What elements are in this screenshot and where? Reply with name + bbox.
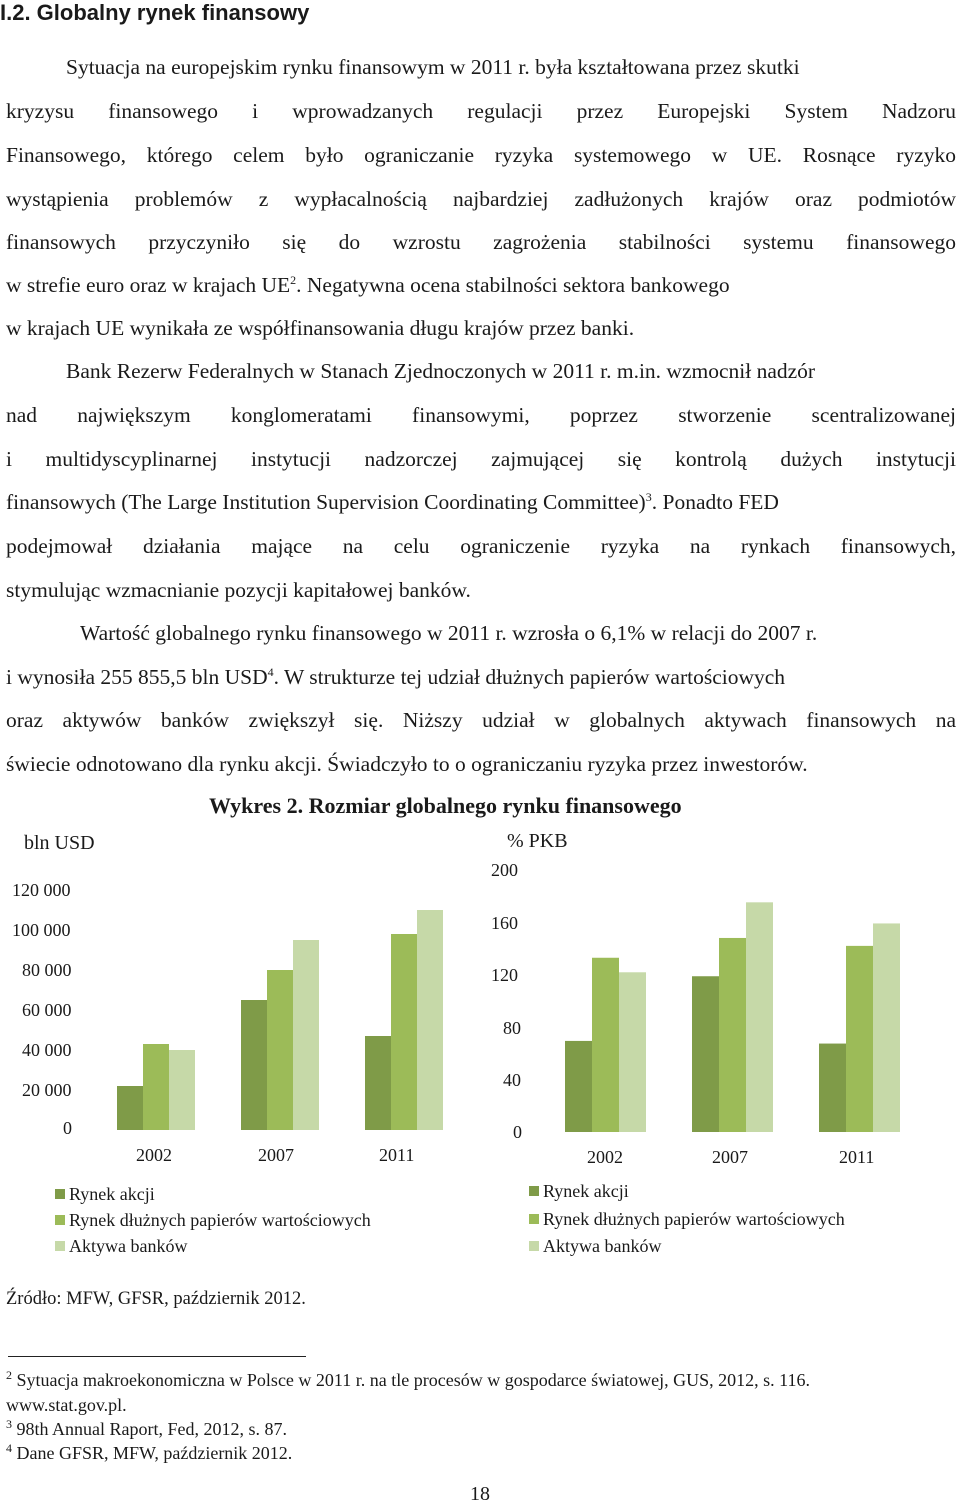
text-line: finansowych przyczyniło się do wzrostu zagrożenia stabilności systemu finansowego: [6, 230, 956, 254]
y-axis-label: bln USD: [24, 832, 95, 854]
text-line: kryzysu finansowego i wprowadzanych regulacji przez Europejski System Nadzoru: [6, 99, 956, 123]
text-line: świecie odnotowano dla rynku akcji. Świadczyło to o ograniczaniu ryzyka przez inwestorów.: [6, 752, 808, 776]
y-tick-label: 100 000: [12, 920, 71, 940]
footnote-ref[interactable]: 3: [645, 489, 652, 504]
y-tick-label: 120 000: [12, 880, 71, 900]
x-tick-label: 2011: [839, 1147, 875, 1167]
bar: [143, 1044, 169, 1130]
footnote-text: Sytuacja makroekonomiczna w Polsce w 2011 r. na tle procesów w gospodarce światowej, GUS, 2012, s. 116.: [16, 1370, 811, 1390]
bar: [846, 946, 873, 1132]
legend-label: Rynek akcji: [543, 1181, 629, 1201]
footnote-ref[interactable]: 2: [290, 272, 297, 287]
text-line: Finansowego, którego celem było ograniczanie ryzyka systemowego w UE. Rosnące ryzyko: [6, 143, 956, 167]
x-tick-label: 2007: [258, 1145, 294, 1165]
bar: [241, 1000, 267, 1130]
bar: [365, 1036, 391, 1130]
bar: [619, 972, 646, 1132]
x-tick-label: 2007: [712, 1147, 748, 1167]
source-note: Źródło: MFW, GFSR, październik 2012.: [6, 1289, 306, 1309]
footnote-rule: [8, 1356, 306, 1357]
bar: [391, 934, 417, 1130]
legend-label: Rynek dłużnych papierów wartościowych: [69, 1210, 371, 1230]
text-line: nad największym konglomeratami finansowymi, poprzez stworzenie scentralizowanej: [6, 403, 956, 427]
footnote-text: 98th Annual Raport, Fed, 2012, s. 87.: [16, 1419, 287, 1439]
legend-label: Aktywa banków: [543, 1236, 662, 1256]
section-heading: I.2. Globalny rynek finansowy: [0, 0, 310, 25]
x-tick-label: 2002: [587, 1147, 623, 1167]
footnote-ref[interactable]: 4: [267, 664, 274, 679]
x-tick-label: 2011: [379, 1145, 415, 1165]
y-tick-label: 60 000: [22, 1000, 72, 1020]
bar: [293, 940, 319, 1130]
bar: [267, 970, 293, 1130]
y-tick-label: 40: [503, 1070, 521, 1090]
legend-label: Aktywa banków: [69, 1236, 188, 1256]
text-span: . W strukturze tej udział dłużnych papierów wartościowych: [273, 665, 786, 689]
text-span: finansowych (The Large Institution Supervision Coordinating Committee): [6, 490, 646, 514]
text-line: oraz aktywów banków zwiększył się. Niższy udział w globalnych aktywach finansowych na: [6, 708, 956, 732]
footnote: [6, 1395, 127, 1416]
y-tick-label: 0: [513, 1122, 522, 1142]
y-tick-label: 160: [491, 913, 518, 933]
figure-title: Wykres 2. Rozmiar globalnego rynku finansowego: [209, 793, 682, 818]
y-tick-label: 80: [503, 1018, 521, 1038]
footnote-number: 4: [6, 1441, 12, 1455]
text-line: Bank Rezerw Federalnych w Stanach Zjednoczonych w 2011 r. m.in. wzmocnił nadzór: [66, 359, 816, 383]
y-tick-label: 20 000: [22, 1080, 72, 1100]
bar: [417, 910, 443, 1130]
bar: [819, 1044, 846, 1132]
text-line: w krajach UE wynikała ze współfinansowania długu krajów przez banki.: [6, 316, 635, 340]
text-span: . Ponadto FED: [651, 490, 779, 514]
footnote-text: www.stat.gov.pl.: [6, 1395, 127, 1415]
text-line: stymulując wzmacnianie pozycji kapitałowej banków.: [6, 578, 471, 602]
y-axis-label: % PKB: [507, 830, 568, 852]
y-tick-label: 0: [63, 1118, 72, 1138]
text-line: wystąpienia problemów z wypłacalnością najbardziej zadłużonych krajów oraz podmiotów: [6, 187, 956, 211]
bar: [873, 923, 900, 1132]
text-span: w strefie euro oraz w krajach UE: [6, 273, 291, 297]
text-span: . Negatywna ocena stabilności sektora bankowego: [296, 273, 730, 297]
footnote: [6, 1370, 810, 1391]
y-tick-label: 40 000: [22, 1040, 72, 1060]
y-tick-label: 80 000: [22, 960, 72, 980]
bar: [565, 1041, 592, 1132]
bar: [746, 902, 773, 1132]
legend-label: Rynek akcji: [69, 1184, 155, 1204]
footnote-number: 3: [6, 1417, 12, 1431]
text-line: i multidyscyplinarnej instytucji nadzorczej zajmującej się kontrolą dużych instytucji: [6, 447, 956, 471]
page-number: 18: [470, 1483, 490, 1505]
footnote-number: 2: [6, 1368, 12, 1382]
y-tick-label: 200: [491, 860, 518, 880]
text-line: Sytuacja na europejskim rynku finansowym w 2011 r. była kształtowana przez skutki: [66, 55, 800, 79]
bar: [117, 1086, 143, 1130]
text-line: podejmował działania mające na celu ograniczenie ryzyka na rynkach finansowych,: [6, 534, 956, 558]
y-tick-label: 120: [491, 965, 518, 985]
footnote: [6, 1419, 287, 1440]
footnote-text: Dane GFSR, MFW, październik 2012.: [16, 1443, 293, 1463]
bar: [592, 958, 619, 1132]
legend-label: Rynek dłużnych papierów wartościowych: [543, 1209, 845, 1229]
text-line: Wartość globalnego rynku finansowego w 2011 r. wzrosła o 6,1% w relacji do 2007 r.: [80, 621, 818, 645]
text-span: i wynosiła 255 855,5 bln USD: [6, 665, 268, 689]
footnote: [6, 1443, 292, 1464]
bar: [719, 938, 746, 1132]
bar: [169, 1050, 195, 1130]
x-tick-label: 2002: [136, 1145, 172, 1165]
bar: [692, 976, 719, 1132]
